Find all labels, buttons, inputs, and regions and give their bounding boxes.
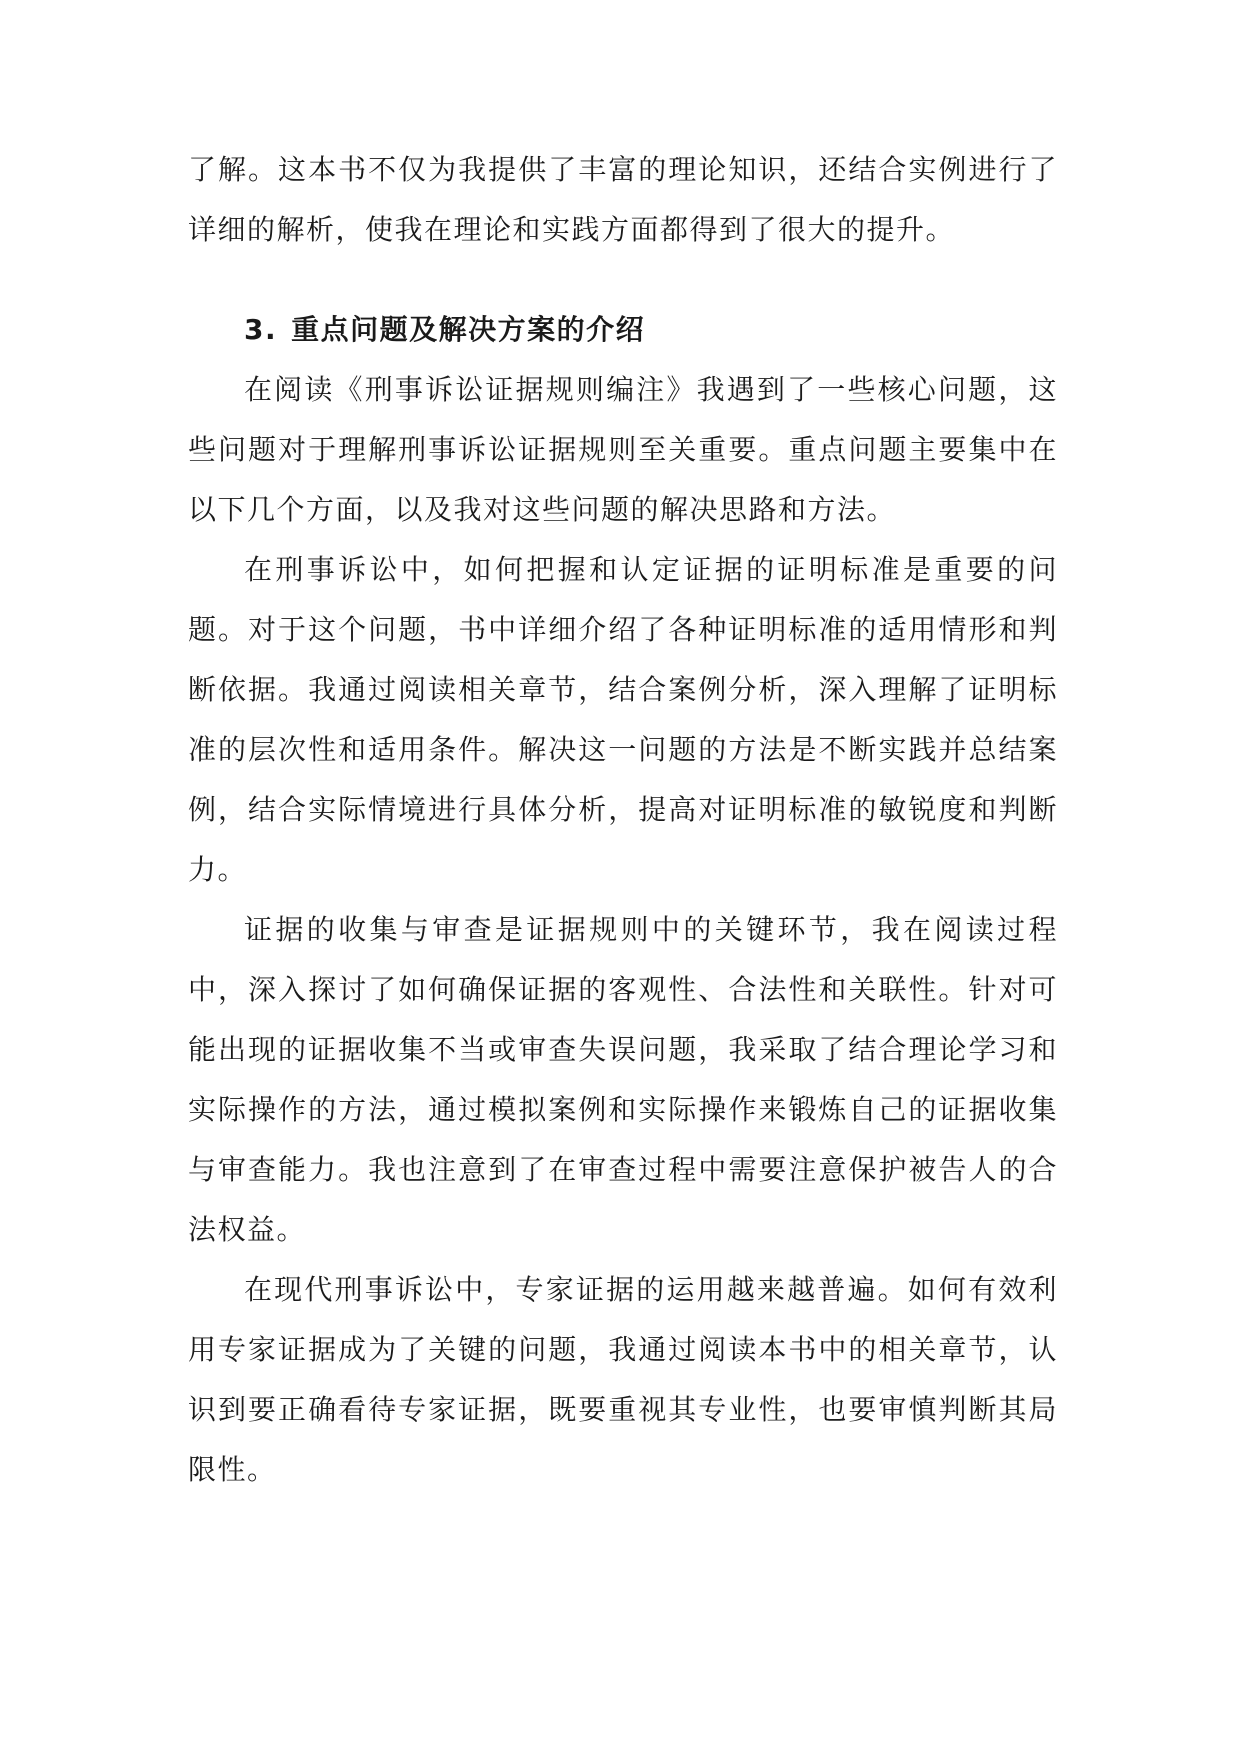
paragraph-intro: 在阅读《刑事诉讼证据规则编注》我遇到了一些核心问题，这些问题对于理解刑事诉讼证据规则至关重要。重点问题主要集中在以下几个方面，以及我对这些问题的解决思路和方法。	[188, 373, 1058, 526]
paragraph-continuation: 了解。这本书不仅为我提供了丰富的理论知识，还结合实例进行了详细的解析，使我在理论和实践方面都得到了很大的提升。	[188, 153, 1058, 246]
section-heading	[188, 300, 1058, 360]
section-title: 重点问题及解决方案的介绍	[291, 313, 646, 346]
paragraph-evidence-collection: 证据的收集与审查是证据规则中的关键环节，我在阅读过程中，深入探讨了如何确保证据的客观性、合法性和关联性。针对可能出现的证据收集不当或审查失误问题，我采取了结合理论学习和实际操作的方法，通过模拟案例和实际操作来锻炼自己的证据收集与审查能力。我也注意到了在审查过程中需要注意保护被告人的合法权益。	[188, 913, 1058, 1246]
paragraph-proof-standard: 在刑事诉讼中，如何把握和认定证据的证明标准是重要的问题。对于这个问题，书中详细介绍了各种证明标准的适用情形和判断依据。我通过阅读相关章节，结合案例分析，深入理解了证明标准的层次性和适用条件。解决这一问题的方法是不断实践并总结案例，结合实际情境进行具体分析，提高对证明标准的敏锐度和判断力。	[188, 553, 1058, 886]
paragraph-expert-evidence: 在现代刑事诉讼中，专家证据的运用越来越普遍。如何有效利用专家证据成为了关键的问题，我通过阅读本书中的相关章节，认识到要正确看待专家证据，既要重视其专业性，也要审慎判断其局限性。	[188, 1273, 1058, 1486]
section-number: 3.	[244, 313, 278, 346]
document-body	[188, 140, 1058, 1500]
